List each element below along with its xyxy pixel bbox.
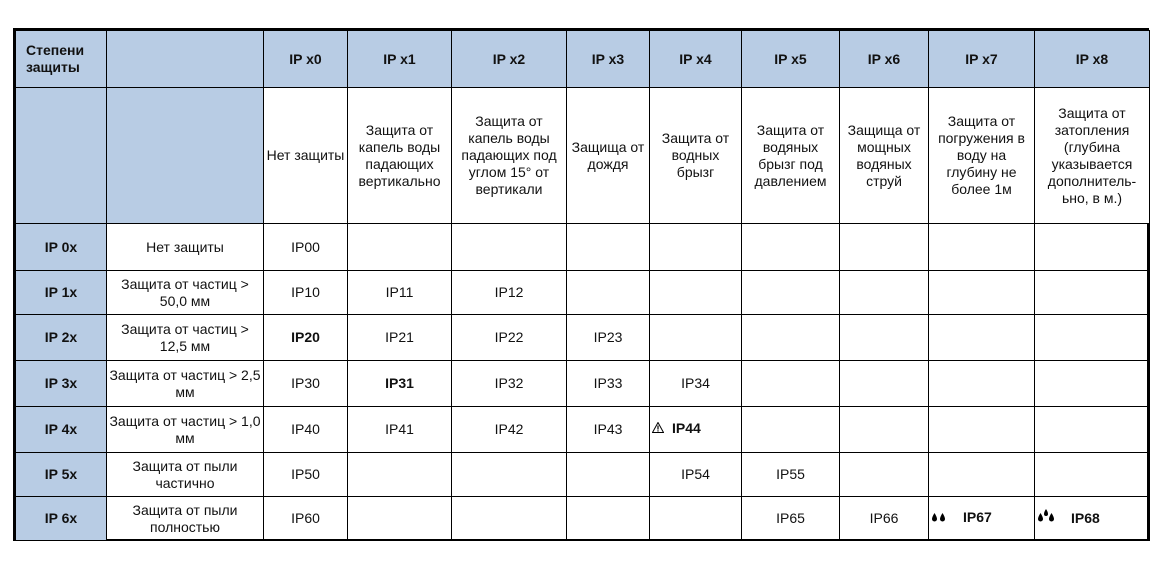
ip-cell (840, 407, 929, 453)
ip-cell (348, 224, 452, 271)
ip-cell (1035, 407, 1150, 453)
table-row (16, 497, 1150, 541)
ip-cell (840, 224, 929, 271)
ip-cell: IP22 (452, 315, 567, 361)
water-drops-icon (931, 513, 947, 525)
ip-cell (1035, 315, 1150, 361)
ip-cell (929, 271, 1035, 315)
ip-cell: IP50 (264, 453, 348, 497)
col-header: IP x8 (1035, 31, 1150, 88)
ip-cell: IP10 (264, 271, 348, 315)
ip-cell (650, 224, 742, 271)
water-desc: Защита от затопления (глубина указывается дополнитель-ьно, в м.) (1035, 88, 1150, 224)
row-desc: Защита от пыли полностью (107, 497, 264, 541)
ip-cell (840, 453, 929, 497)
ip-cell (348, 497, 452, 541)
ip-cell: IP30 (264, 361, 348, 407)
ip-cell (929, 361, 1035, 407)
ip-cell (567, 497, 650, 541)
ip-cell (650, 315, 742, 361)
table-row (16, 361, 1150, 407)
row-desc: Защита от пыли частично (107, 453, 264, 497)
ip-cell: IP40 (264, 407, 348, 453)
row-desc: Защита от частиц > 2,5 мм (107, 361, 264, 407)
ip-cell (929, 315, 1035, 361)
ip-cell (452, 224, 567, 271)
ip-cell: IP41 (348, 407, 452, 453)
table-row (16, 315, 1150, 361)
empty-desc-cell (16, 88, 107, 224)
empty-header (107, 31, 264, 88)
ip-cell (1035, 453, 1150, 497)
col-header: IP x2 (452, 31, 567, 88)
table-row (16, 407, 1150, 453)
ip-cell (840, 315, 929, 361)
col-header: IP x1 (348, 31, 452, 88)
ip-cell (567, 224, 650, 271)
ip-code: IP44 (672, 420, 701, 436)
table-row (16, 453, 1150, 497)
description-row (16, 88, 1150, 224)
ip-cell: IP54 (650, 453, 742, 497)
water-desc: Нет защиты (264, 88, 348, 224)
ip-cell (742, 271, 840, 315)
ip-cell: IP32 (452, 361, 567, 407)
water-desc: Защита от водных брызг (650, 88, 742, 224)
ip-cell (1035, 271, 1150, 315)
ip-cell (567, 453, 650, 497)
col-header: IP x6 (840, 31, 929, 88)
ip-cell (650, 407, 742, 453)
ip-cell (348, 453, 452, 497)
table-body (16, 224, 1150, 541)
ip-cell: IP20 (264, 315, 348, 361)
ip-cell (929, 407, 1035, 453)
ip-cell (452, 497, 567, 541)
empty-desc-cell (107, 88, 264, 224)
ip-cell (929, 497, 1035, 541)
ip-cell: IP31 (348, 361, 452, 407)
ip-cell (929, 453, 1035, 497)
header-row (16, 31, 1150, 88)
ip-cell: IP23 (567, 315, 650, 361)
row-code: IP 1x (16, 271, 107, 315)
water-desc: Защища от дождя (567, 88, 650, 224)
ip-cell (840, 361, 929, 407)
row-code: IP 4x (16, 407, 107, 453)
water-drops-triangle-icon (1037, 514, 1055, 526)
row-code: IP 0x (16, 224, 107, 271)
row-desc: Нет защиты (107, 224, 264, 271)
water-desc: Защита от капель воды падающих под углом 15° от вертикали (452, 88, 567, 224)
row-desc: Защита от частиц > 1,0 мм (107, 407, 264, 453)
ip-cell: IP12 (452, 271, 567, 315)
ip-cell: IP66 (840, 497, 929, 541)
ip-cell (567, 271, 650, 315)
row-code: IP 3x (16, 361, 107, 407)
ip-cell: IP55 (742, 453, 840, 497)
ip-cell: IP43 (567, 407, 650, 453)
ip-cell (650, 271, 742, 315)
col-header: IP x3 (567, 31, 650, 88)
ip-cell (1035, 224, 1150, 271)
ip-cell (650, 497, 742, 541)
warning-triangle-icon (652, 424, 664, 436)
row-desc: Защита от частиц > 50,0 мм (107, 271, 264, 315)
ip-cell (742, 224, 840, 271)
ip-cell: IP34 (650, 361, 742, 407)
ip-cell (840, 271, 929, 315)
ip-protection-table-frame (13, 28, 1149, 541)
col-header: IP x0 (264, 31, 348, 88)
ip-protection-table (15, 30, 1150, 541)
ip-cell: IP11 (348, 271, 452, 315)
col-header: IP x7 (929, 31, 1035, 88)
col-header: IP x5 (742, 31, 840, 88)
col-header: IP x4 (650, 31, 742, 88)
ip-cell: IP65 (742, 497, 840, 541)
row-code: IP 6x (16, 497, 107, 541)
ip-cell (1035, 497, 1150, 541)
row-code: IP 2x (16, 315, 107, 361)
ip-cell (1035, 361, 1150, 407)
ip-cell (742, 361, 840, 407)
water-desc: Защита от погружения в воду на глубину не более 1м (929, 88, 1035, 224)
ip-cell: IP21 (348, 315, 452, 361)
ip-cell (929, 224, 1035, 271)
ip-cell (742, 315, 840, 361)
water-desc: Защита от капель воды падающих вертикально (348, 88, 452, 224)
ip-cell (742, 407, 840, 453)
corner-header: Степени защиты (16, 31, 107, 88)
ip-cell: IP00 (264, 224, 348, 271)
table-row (16, 224, 1150, 271)
ip-cell: IP60 (264, 497, 348, 541)
row-code: IP 5x (16, 453, 107, 497)
water-desc: Защита от водяных брызг под давлением (742, 88, 840, 224)
water-desc: Защища от мощных водяных струй (840, 88, 929, 224)
ip-cell: IP42 (452, 407, 567, 453)
row-desc: Защита от частиц > 12,5 мм (107, 315, 264, 361)
ip-code: IP68 (1071, 509, 1100, 526)
ip-cell: IP33 (567, 361, 650, 407)
ip-code: IP67 (963, 509, 992, 525)
table-row (16, 271, 1150, 315)
ip-cell (452, 453, 567, 497)
